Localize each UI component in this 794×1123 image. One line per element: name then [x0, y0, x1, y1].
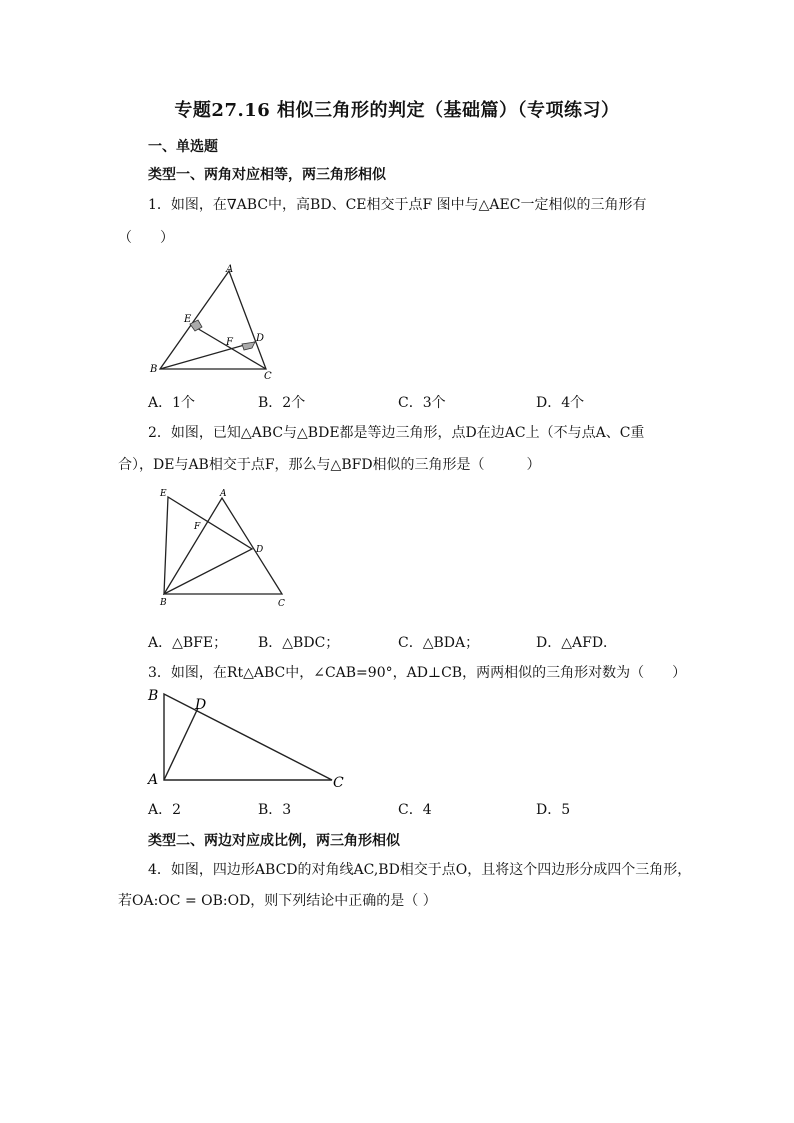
q2-option-b[interactable]: B．△BDC；	[258, 635, 340, 651]
label-c: C	[264, 371, 272, 382]
type-heading-2: 类型二、两边对应成比例，两三角形相似	[148, 833, 400, 849]
q1-option-d[interactable]: D．4个	[536, 395, 585, 411]
label-a: A	[226, 264, 234, 275]
q3-option-a[interactable]: A．2	[148, 802, 182, 818]
section-heading: 一、单选题	[148, 139, 218, 155]
label-f: F	[194, 522, 201, 532]
q1-option-c[interactable]: C．3个	[398, 395, 446, 411]
figure-2	[150, 483, 300, 613]
question-3-line-1: 3．如图，在Rt△ABC中，∠CAB=90°，AD⊥CB，两两相似的三角形对数为（ ）	[148, 665, 687, 681]
page-title: 专题27.16 相似三角形的判定（基础篇）（专项练习）	[174, 100, 620, 121]
type-heading-1: 类型一、两角对应相等，两三角形相似	[148, 167, 386, 183]
triangle-bde	[164, 497, 252, 594]
q1-option-a[interactable]: A．1个	[148, 395, 196, 411]
label-b: B	[160, 598, 167, 608]
label-d: D	[256, 333, 265, 344]
question-2-line-2: 合），DE与AB相交于点F，那么与△BFD相似的三角形是（ ）	[118, 457, 541, 473]
right-angle-mark-d	[242, 342, 255, 350]
label-b: B	[150, 364, 158, 375]
question-1-line-1: 1．如图，在∇ABC中，高BD、CE相交于点F 图中与△AEC一定相似的三角形有	[148, 197, 647, 213]
triangle-abc	[164, 694, 332, 780]
question-4-line-1: 4．如图，四边形ABCD的对角线AC,BD相交于点O，且将这个四边形分成四个三角形，	[148, 862, 692, 878]
q1-option-b[interactable]: B．2个	[258, 395, 306, 411]
q3-option-b[interactable]: B．3	[258, 802, 292, 818]
label-d: D	[256, 545, 264, 555]
segment-bd	[160, 342, 255, 369]
label-e: E	[160, 489, 167, 499]
label-e: E	[184, 314, 192, 325]
question-2-line-1: 2．如图，已知△ABC与△BDE都是等边三角形，点D在边AC上（不与点A、C重	[148, 425, 645, 441]
label-a: A	[148, 772, 159, 788]
q2-option-d[interactable]: D．△AFD．	[536, 635, 618, 651]
q2-option-a[interactable]: A．△BFE；	[148, 635, 228, 651]
label-c: C	[333, 775, 344, 791]
q3-option-c[interactable]: C．4	[398, 802, 432, 818]
question-1-line-2: （ ）	[118, 230, 174, 246]
label-c: C	[278, 599, 285, 609]
figure-3	[140, 684, 360, 794]
figure-1	[140, 258, 290, 388]
label-f: F	[226, 337, 233, 348]
q2-option-c[interactable]: C．△BDA；	[398, 635, 480, 651]
question-4-line-2: 若OA:OC = OB:OD，则下列结论中正确的是（ ）	[118, 893, 437, 909]
segment-ad	[164, 708, 198, 780]
label-a: A	[220, 489, 227, 499]
q3-option-d[interactable]: D．5	[536, 802, 571, 818]
label-d: D	[195, 697, 207, 713]
triangle-abc	[164, 498, 282, 594]
label-b: B	[148, 688, 159, 704]
